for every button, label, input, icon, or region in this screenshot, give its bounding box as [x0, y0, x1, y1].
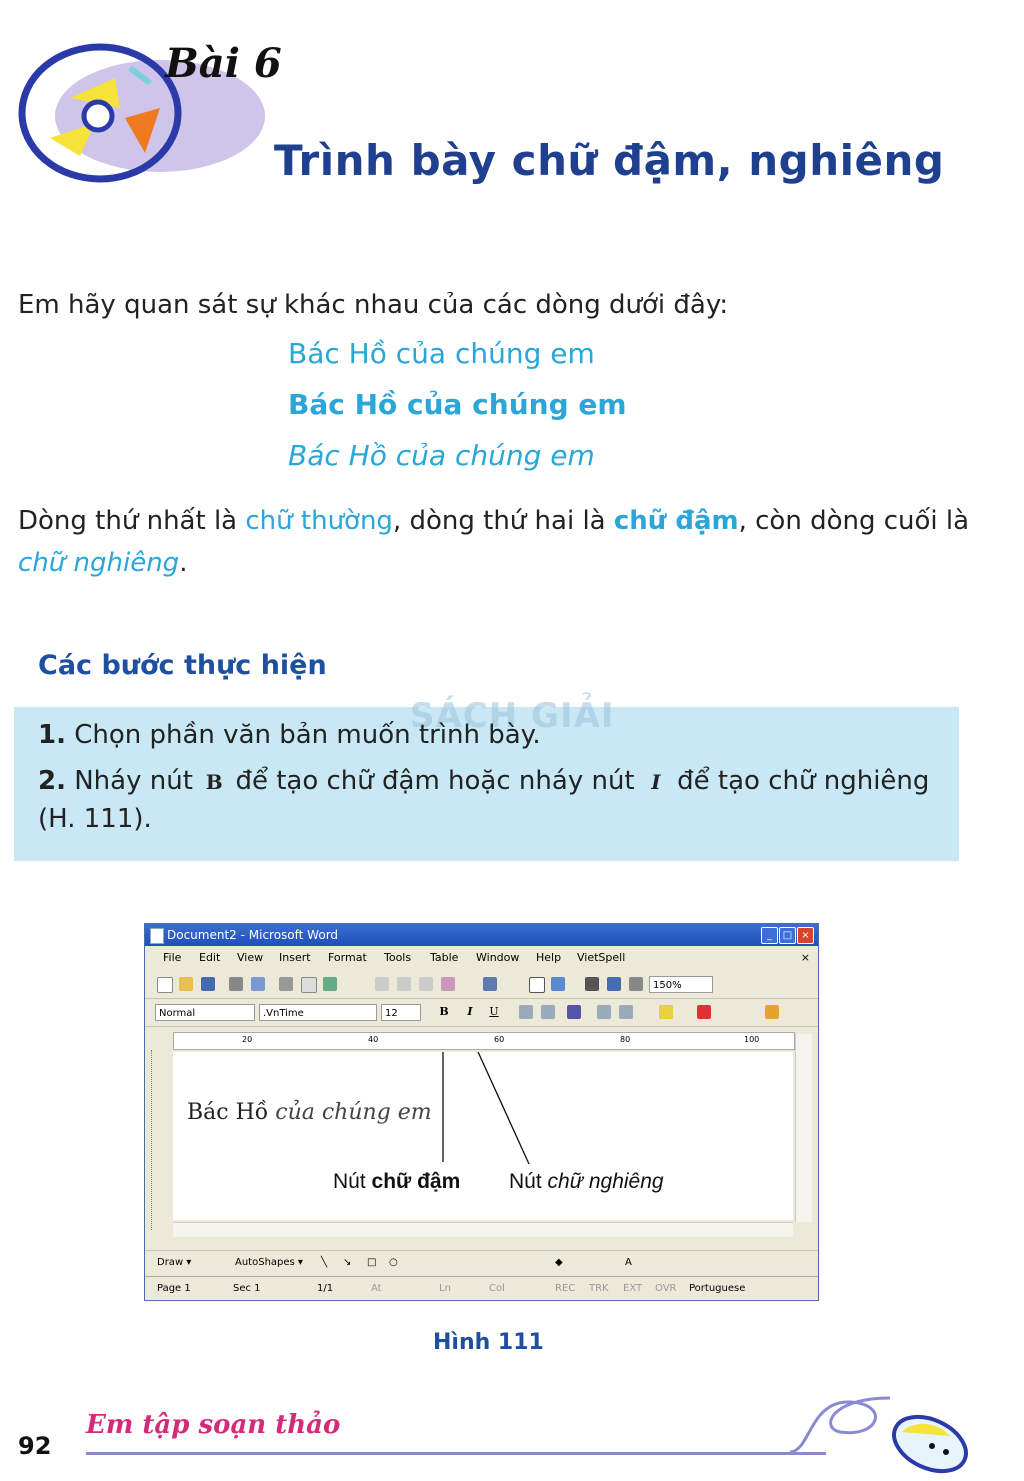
menu-vietspell[interactable]: VietSpell [577, 951, 626, 964]
lesson-number: Bài 6 [165, 40, 282, 87]
status-page: Page 1 [157, 1283, 191, 1294]
save-icon[interactable] [201, 977, 215, 991]
fill-color-icon[interactable]: ◆ [555, 1257, 563, 1268]
zoom-select[interactable]: 150% [649, 976, 713, 993]
font-size-select[interactable]: 12 [381, 1004, 421, 1021]
step-2 [38, 762, 929, 801]
paste-icon[interactable] [419, 977, 433, 991]
page-number: 92 [18, 1432, 52, 1460]
permission-icon[interactable] [229, 977, 243, 991]
draw-menu[interactable]: Draw ▾ [157, 1257, 192, 1268]
close-icon[interactable]: × [797, 927, 814, 944]
vertical-scrollbar[interactable] [795, 1034, 812, 1222]
term-normal: chữ thường [245, 506, 393, 536]
doc-text-upright: Bác Hồ [187, 1100, 269, 1125]
ruler-mark: 80 [620, 1035, 631, 1044]
explain-text: Dòng thứ nhất là [18, 506, 246, 536]
menu-view[interactable]: View [237, 951, 264, 964]
callout-italic-term: chữ nghiêng [547, 1170, 664, 1193]
menu-bar [145, 948, 818, 968]
explain-text: . [179, 548, 188, 578]
status-at: At [371, 1283, 382, 1294]
oval-icon[interactable]: ○ [389, 1257, 398, 1268]
callout-italic-button [509, 1170, 664, 1194]
ruler-mark: 100 [744, 1035, 760, 1044]
align-center-icon[interactable] [541, 1005, 555, 1019]
lesson-title: Trình bày chữ đậm, nghiêng [274, 136, 945, 185]
status-sec: Sec 1 [233, 1283, 261, 1294]
style-select[interactable]: Normal [155, 1004, 255, 1021]
sample-italic: Bác Hồ của chúng em [288, 439, 595, 472]
formatting-toolbar [145, 1000, 818, 1027]
menu-help[interactable]: Help [536, 951, 562, 964]
standard-toolbar [145, 972, 818, 999]
font-select[interactable]: .VnTime [259, 1004, 377, 1021]
document-area[interactable] [173, 1052, 793, 1220]
callout-bold-term: chữ đậm [371, 1170, 461, 1193]
footer-rule [86, 1452, 826, 1455]
align-left-icon[interactable] [519, 1005, 533, 1019]
status-pages: 1/1 [317, 1283, 334, 1294]
bold-button-icon: B [205, 770, 223, 794]
term-bold: chữ đậm [613, 506, 739, 536]
rectangle-icon[interactable]: □ [367, 1257, 377, 1268]
steps-heading: Các bước thực hiện [38, 650, 327, 681]
menu-table[interactable]: Table [430, 951, 459, 964]
symbol-icon[interactable] [607, 977, 621, 991]
explain-text: , dòng thứ hai là [392, 506, 614, 536]
menu-format[interactable]: Format [328, 951, 367, 964]
options-icon[interactable] [765, 1005, 779, 1019]
menu-file[interactable]: File [163, 951, 182, 964]
step-number: 2. [38, 766, 66, 796]
step-2-continued: (H. 111). [38, 804, 152, 834]
font-color-icon[interactable] [697, 1005, 711, 1019]
menu-insert[interactable]: Insert [279, 951, 311, 964]
status-ln: Ln [439, 1283, 451, 1294]
columns-icon[interactable] [551, 977, 565, 991]
menu-edit[interactable]: Edit [199, 951, 221, 964]
ruler-mark: 40 [368, 1035, 379, 1044]
equation-icon[interactable] [629, 977, 643, 991]
title-bar [145, 924, 818, 946]
show-hide-icon[interactable] [585, 977, 599, 991]
step-text: Nháy nút [74, 766, 193, 796]
explanation-paragraph [18, 500, 978, 584]
font-color-draw-icon[interactable]: A [625, 1257, 632, 1268]
step-text: Chọn phần văn bản muốn trình bày. [74, 720, 541, 750]
computer-mouse-icon [790, 1388, 980, 1478]
print-icon[interactable] [279, 977, 293, 991]
status-ext: EXT [623, 1283, 643, 1294]
italic-button-icon: I [651, 770, 661, 794]
horizontal-scrollbar[interactable] [173, 1222, 793, 1237]
word-doc-icon [150, 928, 164, 944]
ruler [173, 1032, 795, 1050]
arrow-icon[interactable]: ↘ [343, 1257, 352, 1268]
callout-prefix: Nút [509, 1170, 548, 1193]
open-icon[interactable] [179, 977, 193, 991]
status-trk: TRK [589, 1283, 609, 1294]
email-icon[interactable] [251, 977, 265, 991]
callout-bold-button [333, 1170, 460, 1194]
status-bar [145, 1276, 818, 1301]
word-window-figure [144, 923, 819, 1301]
line-icon[interactable]: ╲ [321, 1257, 328, 1268]
table-icon[interactable] [529, 977, 545, 993]
step-text: để tạo chữ nghiêng [677, 766, 930, 796]
minimize-icon[interactable]: _ [761, 927, 778, 944]
step-text: để tạo chữ đậm hoặc nháy nút [235, 766, 635, 796]
ruler-mark: 60 [494, 1035, 505, 1044]
watermark: SÁCH GIẢI [410, 696, 615, 736]
drawing-toolbar [145, 1250, 818, 1275]
vertical-ruler [151, 1050, 170, 1230]
numbering-icon[interactable] [597, 1005, 611, 1019]
print-preview-icon[interactable] [301, 977, 317, 993]
term-italic: chữ nghiêng [18, 548, 180, 578]
sample-normal: Bác Hồ của chúng em [288, 337, 595, 370]
bullets-icon[interactable] [619, 1005, 633, 1019]
undo-icon[interactable] [483, 977, 497, 991]
highlight-icon[interactable] [659, 1005, 673, 1019]
maximize-icon[interactable]: □ [779, 927, 796, 944]
italic-button[interactable]: I [467, 1005, 473, 1018]
spelling-icon[interactable] [323, 977, 337, 991]
step-1 [38, 716, 541, 754]
format-painter-icon[interactable] [441, 977, 455, 991]
sample-bold: Bác Hồ của chúng em [288, 388, 627, 421]
new-icon[interactable] [157, 977, 173, 993]
step-number: 1. [38, 720, 66, 750]
menu-window[interactable]: Window [476, 951, 520, 964]
underline-button[interactable]: U [489, 1005, 499, 1018]
callout-prefix: Nút [333, 1170, 372, 1193]
cut-icon[interactable] [375, 977, 389, 991]
status-rec: REC [555, 1283, 576, 1294]
footer-book-title: Em tập soạn thảo [86, 1410, 341, 1440]
status-language: Portuguese [689, 1283, 746, 1294]
bold-button[interactable]: B [439, 1005, 449, 1018]
status-ovr: OVR [655, 1283, 677, 1294]
explain-text: , còn dòng cuối là [738, 506, 970, 536]
window-title: Document2 - Microsoft Word [167, 928, 339, 942]
menu-tools[interactable]: Tools [384, 951, 412, 964]
status-col: Col [489, 1283, 505, 1294]
autoshapes-menu[interactable]: AutoShapes ▾ [235, 1257, 303, 1268]
justify-icon[interactable] [567, 1005, 581, 1019]
figure-caption: Hình 111 [433, 1330, 544, 1355]
doc-close-icon[interactable]: × [800, 951, 810, 964]
doc-text-italic: của chúng em [275, 1100, 432, 1125]
callout-lines [173, 1052, 793, 1220]
intro-text: Em hãy quan sát sự khác nhau của các dòng dưới đây: [18, 290, 729, 320]
ruler-mark: 20 [242, 1035, 253, 1044]
copy-icon[interactable] [397, 977, 411, 991]
